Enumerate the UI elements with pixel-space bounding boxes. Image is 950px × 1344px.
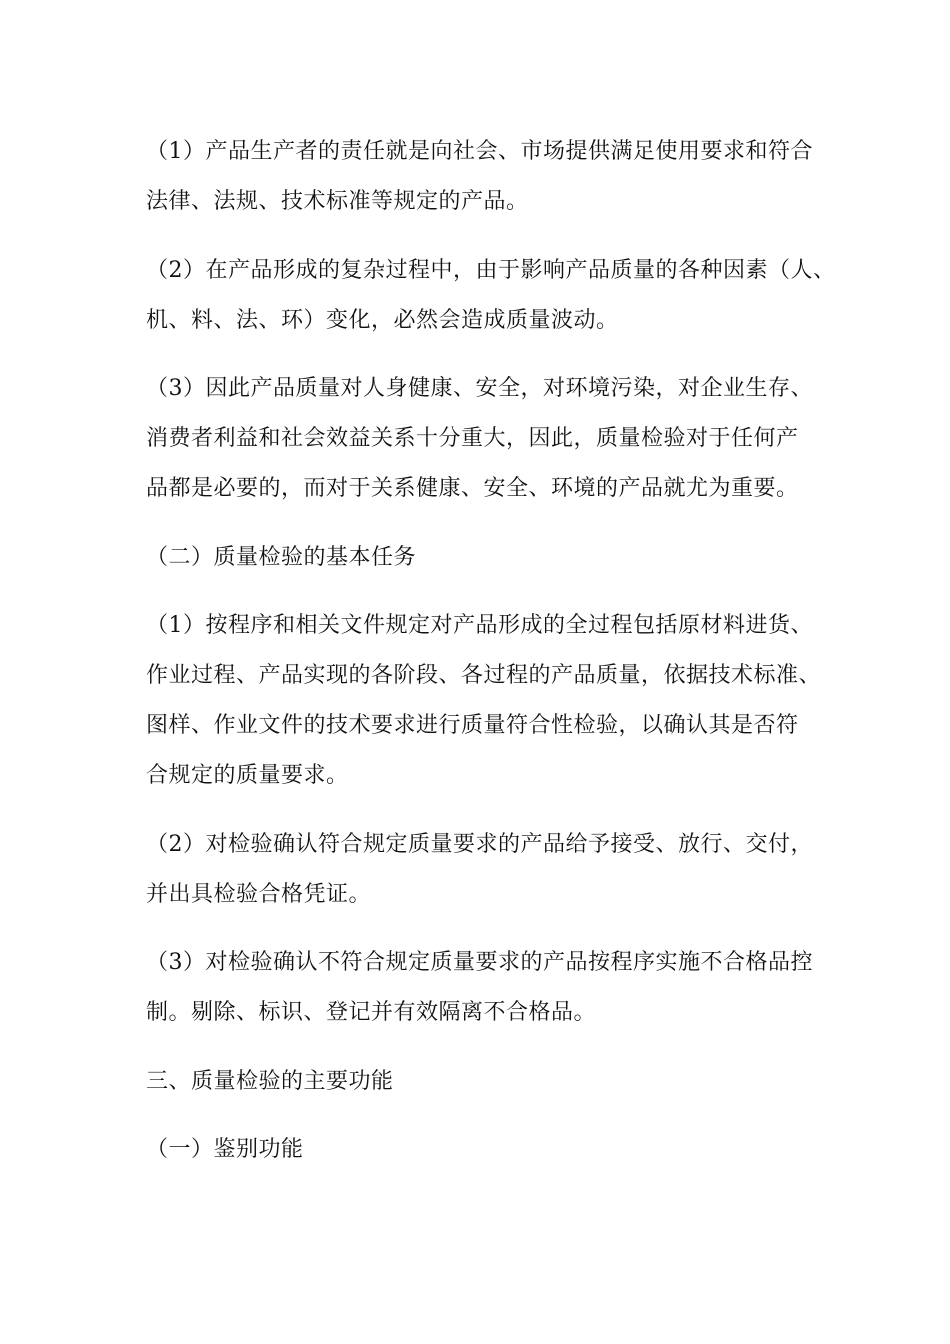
paragraph-2-line-2: 机、料、法、环）变化，必然会造成质量波动。 [146, 308, 619, 333]
paragraph-1-line-2: 法律、法规、技术标准等规定的产品。 [146, 189, 529, 214]
paragraph-5-line-2: 并出具检验合格凭证。 [146, 882, 372, 907]
paragraph-4-line-1: （1）按程序和相关文件规定对产品形成的全过程包括原材料进货、 [146, 613, 813, 638]
paragraph-4-line-4: 合规定的质量要求。 [146, 763, 349, 788]
paragraph-3-line-1: （3）因此产品质量对人身健康、安全，对环境污染，对企业生存、 [146, 376, 813, 401]
paragraph-6-line-1: （3）对检验确认不符合规定质量要求的产品按程序实施不合格品控 [146, 950, 813, 975]
subsection-heading-identification: （一）鉴别功能 [146, 1137, 304, 1162]
section-heading-basic-tasks: （二）质量检验的基本任务 [146, 545, 417, 570]
paragraph-5-line-1: （2）对检验确认符合规定质量要求的产品给予接受、放行、交付， [146, 832, 813, 857]
section-heading-main-functions: 三、质量检验的主要功能 [146, 1069, 394, 1094]
paragraph-6-line-2: 制。剔除、标识、登记并有效隔离不合格品。 [146, 1000, 597, 1025]
paragraph-3-line-2: 消费者利益和社会效益关系十分重大，因此，质量检验对于任何产 [146, 426, 799, 451]
paragraph-1-line-1: （1）产品生产者的责任就是向社会、市场提供满足使用要求和符合 [146, 139, 813, 164]
paragraph-4-line-2: 作业过程、产品实现的各阶段、各过程的产品质量，依据技术标准、 [146, 663, 822, 688]
paragraph-2-line-1: （2）在产品形成的复杂过程中，由于影响产品质量的各种因素（人、 [146, 258, 836, 283]
paragraph-3-line-3: 品都是必要的，而对于关系健康、安全、环境的产品就尤为重要。 [146, 476, 799, 501]
paragraph-4-line-3: 图样、作业文件的技术要求进行质量符合性检验，以确认其是否符 [146, 713, 799, 738]
